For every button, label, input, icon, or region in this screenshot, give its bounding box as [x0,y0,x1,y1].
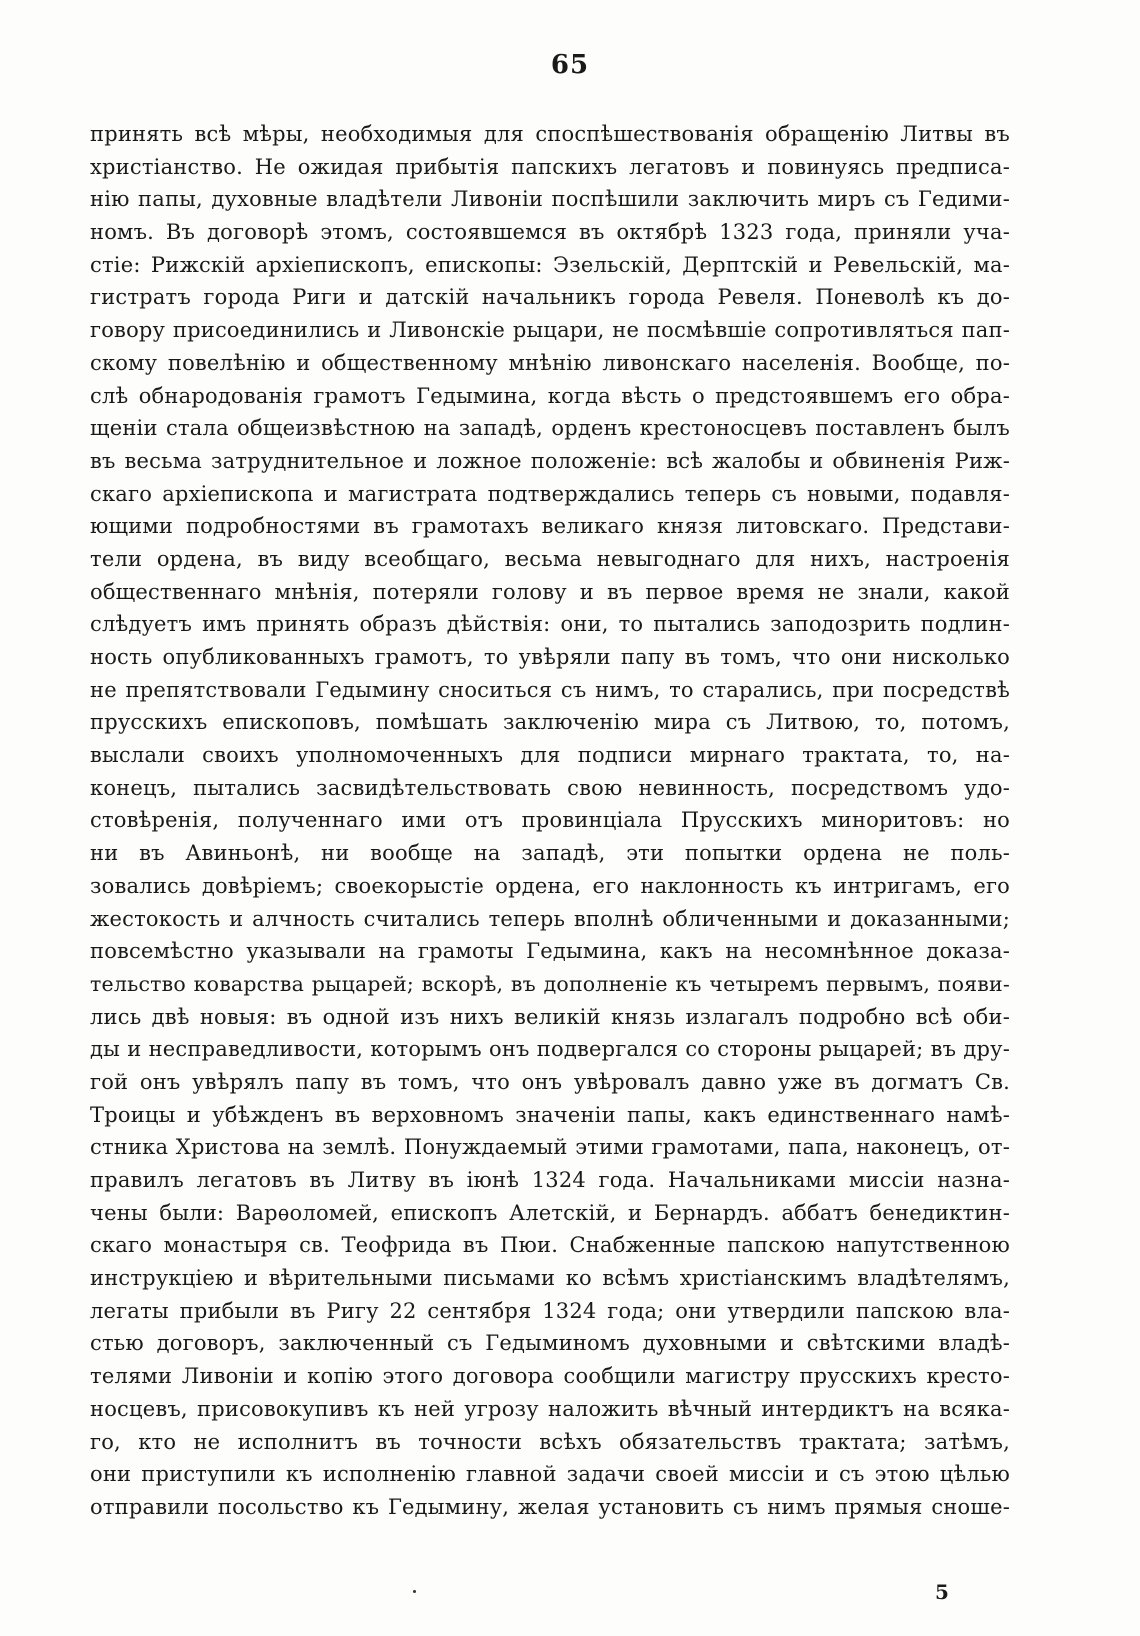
text-line: они приступили къ исполненію главной задачи своей миссіи и съ этою цѣлью [90,1462,1010,1487]
text-line: говору присоединились и Ливонскіе рыцари, не посмѣвшіе сопротивляться пап- [90,318,1010,343]
text-line: зовались довѣріемъ; своекорыстіе ордена, его наклонность къ интригамъ, его [90,873,1010,898]
text-line: ющими подробностями въ грамотахъ великаго князя литовскаго. Представи- [90,514,1010,539]
text-line: лись двѣ новыя: въ одной изъ нихъ великій князь излагалъ подробно всѣ оби- [90,1004,1010,1029]
text-line: жестокость и алчность считались теперь вполнѣ обличенными и доказанными; [90,906,1010,931]
text-line: скому повелѣнію и общественному мнѣнію ливонскаго населенія. Вообще, по- [90,350,1010,375]
text-line: христіанство. Не ожидая прибытія папскихъ легатовъ и повинуясь предписа- [90,154,1010,179]
text-line: скаго монастыря св. Теофрида въ Пюи. Снабженные папскою напутственною [90,1233,1010,1258]
text-line: ды и несправедливости, которымъ онъ подвергался со стороны рыцарей; въ дру- [90,1037,1010,1062]
body-text [90,118,1010,1524]
text-line: повсемѣстно указывали на грамоты Гедымина, какъ на несомнѣнное доказа- [90,939,1010,964]
text-line: телями Ливоніи и копію этого договора сообщили магистру прусскихъ кресто- [90,1364,1010,1389]
text-line: гой онъ увѣрялъ папу въ томъ, что онъ увѣровалъ давно уже въ догматъ Св. [90,1069,1010,1094]
text-line: инструкціею и вѣрительными письмами ко всѣмъ христіанскимъ владѣтелямъ, [90,1266,1010,1291]
text-line: тельство коварства рыцарей; вскорѣ, въ дополненіе къ четыремъ первымъ, появи- [90,971,1010,996]
text-line: го, кто не исполнитъ въ точности всѣхъ обязательствъ трактата; затѣмъ, [90,1429,1010,1454]
text-line: носцевъ, присовокупивъ къ ней угрозу наложить вѣчный интердиктъ на всяка- [90,1396,1010,1421]
page-number: 65 [550,50,590,80]
text-line: гистратъ города Риги и датскій начальникъ города Ревеля. Поневолѣ къ до- [90,285,1010,310]
print-speck [413,1590,416,1593]
text-line: стовѣренія, полученнаго ими отъ провинціала Прусскихъ миноритовъ: но [90,808,1010,833]
text-line: ни въ Авиньонѣ, ни вообще на западѣ, эти попытки ордена не поль- [90,841,1010,866]
text-line: стіе: Рижскій архіепископъ, епископы: Эзельскій, Дерптскій и Ревельскій, ма- [90,252,1010,277]
text-line: правилъ легатовъ въ Литву въ іюнѣ 1324 года. Начальниками миссіи назна- [90,1168,1010,1192]
text-line: щеніи стала общеизвѣстною на западѣ, орденъ крестоносцевъ поставленъ былъ [90,416,1010,441]
text-line: нію папы, духовные владѣтели Ливоніи поспѣшили заключить миръ съ Гедими- [90,187,1010,212]
text-line: Троицы и убѣжденъ въ верховномъ значеніи папы, какъ единственнаго намѣ- [90,1102,1010,1127]
text-line: номъ. Въ договорѣ этомъ, состоявшемся въ октябрѣ 1323 года, приняли уча- [90,220,1010,245]
text-line: общественнаго мнѣнія, потеряли голову и въ первое время не знали, какой [90,579,1010,604]
text-line: стника Христова на землѣ. Понуждаемый этими грамотами, папа, наконецъ, от- [90,1135,1010,1160]
text-line: не препятствовали Гедымину сноситься съ нимъ, то старались, при посредствѣ [90,677,1010,702]
text-line: ность опубликованныхъ грамотъ, то увѣряли папу въ томъ, что они нисколько [90,645,1010,669]
text-line: слѣдуетъ имъ принять образъ дѣйствія: они, то пытались заподозрить подлин- [90,612,1010,637]
text-line: отправили посольство къ Гедымину, желая установить съ нимъ прямыя сноше- [90,1494,1010,1519]
text-line: тели ордена, въ виду всеобщаго, весьма невыгоднаго для нихъ, настроенія [90,546,1010,571]
text-line: легаты прибыли въ Ригу 22 сентября 1324 года; они утвердили папскою вла- [90,1298,1010,1323]
signature-mark: 5 [935,1580,949,1604]
text-line: прусскихъ епископовъ, помѣшать заключенію мира съ Литвою, то, потомъ, [90,710,1010,735]
text-line: чены были: Варѳоломей, епископъ Алетскій, и Бернардъ. аббатъ бенедиктин- [90,1200,1010,1225]
text-line: слѣ обнародованія грамотъ Гедымина, когда вѣсть о предстоявшемъ его обра- [90,383,1010,408]
text-line: принять всѣ мѣры, необходимыя для споспѣшествованія обращенію Литвы въ [90,122,1010,146]
text-line: выслали своихъ уполномоченныхъ для подписи мирнаго трактата, то, на- [90,743,1010,768]
text-line: въ весьма затруднительное и ложное положеніе: всѣ жалобы и обвиненія Риж- [90,448,1010,473]
text-line: конецъ, пытались засвидѣтельствовать свою невинность, посредствомъ удо- [90,775,1010,800]
text-line: стью договоръ, заключенный съ Гедыминомъ духовными и свѣтскими владѣ- [90,1331,1010,1356]
text-line: скаго архіепископа и магистрата подтверждались теперь съ новыми, подавля- [90,481,1010,506]
